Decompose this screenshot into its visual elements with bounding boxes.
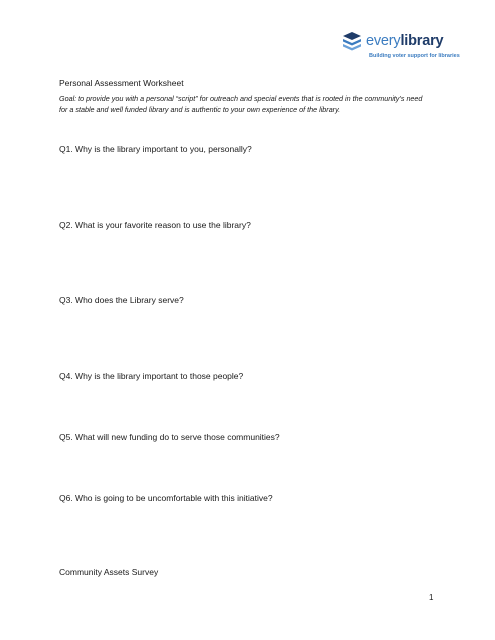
logo-word-library: library [400, 33, 444, 49]
logo-word-every: every [366, 33, 401, 49]
page-number: 1 [429, 593, 434, 602]
goal-statement: Goal: to provide you with a personal “script” for outreach and special events that is rooted in the community’s need for a stable and well funded library and is authentic to your own experience of the library. [59, 94, 423, 114]
logo-tagline: Building voter support for libraries [369, 53, 460, 59]
question-2: Q2. What is your favorite reason to use the library? [59, 220, 251, 230]
question-1: Q1. Why is the library important to you, personally? [59, 144, 252, 154]
book-stack-icon [341, 30, 363, 52]
question-3: Q3. Who does the Library serve? [59, 295, 184, 305]
everylibrary-logo [341, 30, 460, 62]
logo-wordmark [366, 32, 443, 50]
question-4: Q4. Why is the library important to those people? [59, 371, 244, 381]
section-heading-community-assets: Community Assets Survey [59, 567, 159, 577]
question-5: Q5. What will new funding do to serve those communities? [59, 432, 280, 442]
question-6: Q6. Who is going to be uncomfortable with this initiative? [59, 493, 273, 503]
worksheet-title: Personal Assessment Worksheet [59, 78, 184, 88]
